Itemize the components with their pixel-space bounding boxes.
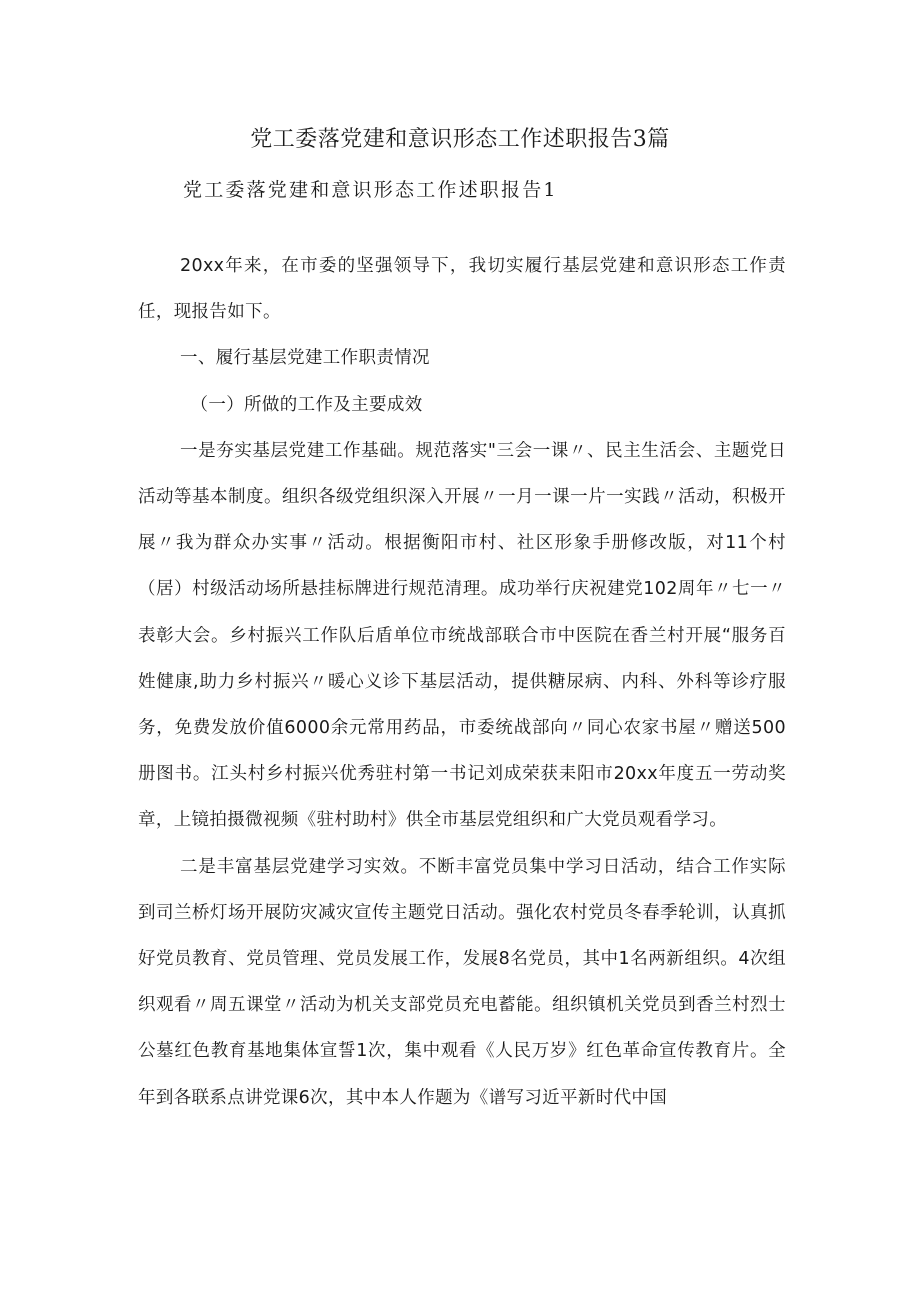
spacer <box>138 197 786 243</box>
paragraph-2: 二是丰富基层党建学习实效。不断丰富党员集中学习日活动，结合工作实际到司兰桥灯场开展防灾减灾宣传主题党日活动。强化农村党员冬春季轮训，认真抓好党员教育、党员管理、党员发展工作，发展8名党员，其中1名两新组织。4次组织观看〃周五课堂〃活动为机关支部党员充电蓄能。组织镇机关党员到香兰村烈士公墓红色教育基地集体宣誓1次，集中观看《人民万岁》红色革命宣传教育片。全年到各联系点讲党课6次，其中本人作题为《谱写习近平新时代中国 <box>138 856 786 1108</box>
intro-paragraph: 20xx年来，在市委的坚强领导下，我切实履行基层党建和意识形态工作责任，现报告如下。 <box>138 256 786 323</box>
document-title: 党工委落党建和意识形态工作述职报告3篇 <box>250 127 670 152</box>
document-body <box>138 197 786 1121</box>
section-title: 党工委落党建和意识形态工作述职报告1 <box>183 179 558 201</box>
subheading-1: （一）所做的工作及主要成效 <box>190 394 423 415</box>
heading-1: 一、履行基层党建工作职责情况 <box>180 348 430 369</box>
paragraph-1: 一是夯实基层党建工作基础。规范落实"三会一课〃、民主生活会、主题党日活动等基本制度。组织各级党组织深入开展〃一月一课一片一实践〃活动，积极开展〃我为群众办实事〃活动。根据衡阳市村、社区形象手册修改版，对11个村（居）村级活动场所悬挂标牌进行规范清理。成功举行庆祝建党102周年〃七一〃表彰大会。乡村振兴工作队后盾单位市统战部联合市中医院在香兰村开展“服务百姓健康,助力乡村振兴〃暖心义诊下基层活动，提供糖尿病、内科、外科等诊疗服务，免费发放价值6000余元常用药品，市委统战部向〃同心农家书屋〃赠送500册图书。江头村乡村振兴优秀驻村第一书记刘成荣获耒阳市20xx年度五一劳动奖章，上镜拍摄微视频《驻村助村》供全市基层党组织和广大党员观看学习。 <box>138 440 786 831</box>
